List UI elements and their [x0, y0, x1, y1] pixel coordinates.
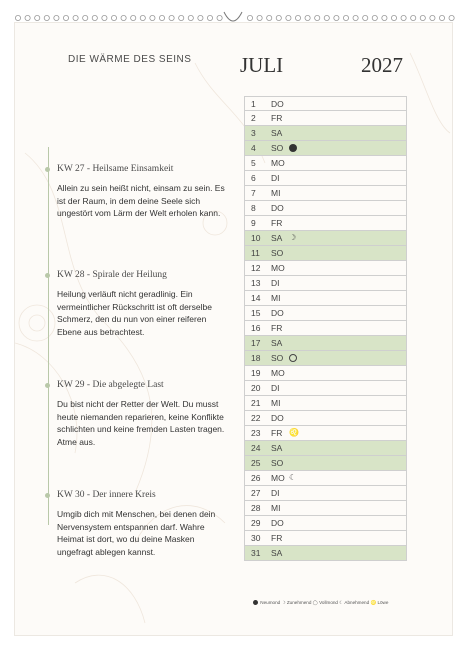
day-row: [245, 516, 406, 531]
day-row: [245, 126, 406, 141]
new-moon-icon: [253, 600, 258, 605]
day-row: [245, 246, 406, 261]
weekday-label: MI: [271, 293, 281, 303]
day-row: [245, 216, 406, 231]
day-number: 9: [251, 218, 256, 228]
day-number: 26: [251, 473, 261, 483]
weekday-label: DI: [271, 173, 280, 183]
day-number: 3: [251, 128, 256, 138]
bullet-icon: [45, 167, 50, 172]
waning-moon-icon: ☾: [289, 473, 297, 482]
day-number: 1: [251, 99, 256, 109]
week-text: Umgib dich mit Menschen, bei denen dein Nervensystem entspannen darf. Wahre Heimat ist dort, wo du deine Masken ungefragt ablegen kannst.: [57, 509, 216, 557]
weekday-label: SA: [271, 233, 283, 243]
weekday-label: SA: [271, 548, 283, 558]
day-row: [245, 231, 406, 246]
day-list: [244, 96, 407, 561]
leo-moon-icon: ♌: [289, 428, 299, 437]
day-number: 27: [251, 488, 261, 498]
day-number: 24: [251, 443, 261, 453]
day-number: 20: [251, 383, 261, 393]
day-row: [245, 441, 406, 456]
day-number: 19: [251, 368, 261, 378]
day-number: 7: [251, 188, 256, 198]
day-number: 31: [251, 548, 261, 558]
weekday-label: FR: [271, 323, 283, 333]
weekday-label: DI: [271, 488, 280, 498]
day-row: [245, 546, 406, 561]
month-label: JULI: [240, 53, 284, 77]
day-number: 4: [251, 143, 256, 153]
weekday-label: MO: [271, 158, 285, 168]
week-block-30: [40, 490, 230, 558]
new-moon-icon: [289, 144, 297, 152]
weekday-label: FR: [271, 533, 283, 543]
day-number: 12: [251, 263, 261, 273]
day-number: 18: [251, 353, 261, 363]
weekday-label: DO: [271, 413, 284, 423]
weekday-label: MI: [271, 398, 281, 408]
day-row: [245, 486, 406, 501]
weekday-label: DO: [271, 203, 284, 213]
weekday-label: FR: [271, 428, 283, 438]
weekday-label: SA: [271, 338, 283, 348]
day-row: [245, 186, 406, 201]
day-number: 17: [251, 338, 261, 348]
week-block-27: [40, 164, 230, 220]
week-text: Allein zu sein heißt nicht, einsam zu sein. Es ist der Raum, in dem deine Seele sich ungestört vom Lärm der Welt erholen kann.: [57, 183, 225, 219]
day-row: [245, 471, 406, 486]
day-row: [245, 156, 406, 171]
year-label: 2027: [361, 53, 403, 77]
day-row: [245, 276, 406, 291]
day-number: 22: [251, 413, 261, 423]
day-number: 30: [251, 533, 261, 543]
weekday-label: MI: [271, 503, 281, 513]
day-row: [245, 366, 406, 381]
weekday-label: FR: [271, 218, 283, 228]
weekday-label: SO: [271, 458, 284, 468]
day-row: [245, 141, 406, 156]
day-row: [245, 336, 406, 351]
day-number: 15: [251, 308, 261, 318]
day-row: [245, 411, 406, 426]
legend-text: Neumond ☽ Zunehmend ◯ Vollmond ☾ Abnehmend ♌ Löwe: [260, 600, 389, 605]
day-row: [245, 111, 406, 126]
day-number: 14: [251, 293, 261, 303]
day-row: [245, 501, 406, 516]
week-title: KW 28 - Spirale der Heilung: [57, 270, 167, 280]
day-number: 11: [251, 248, 260, 258]
bullet-icon: [45, 273, 50, 278]
day-row: [245, 171, 406, 186]
day-number: 10: [251, 233, 261, 243]
weekday-label: FR: [271, 113, 283, 123]
weekday-label: DI: [271, 383, 280, 393]
weekday-label: SA: [271, 443, 283, 453]
bullet-icon: [45, 493, 50, 498]
moon-legend: [253, 600, 388, 606]
weekday-label: MO: [271, 473, 285, 483]
day-row: [245, 456, 406, 471]
week-title: KW 27 - Heilsame Einsamkeit: [57, 164, 174, 174]
day-number: 25: [251, 458, 261, 468]
weekday-label: DO: [271, 518, 284, 528]
full-moon-icon: [289, 354, 297, 362]
day-number: 13: [251, 278, 261, 288]
day-number: 6: [251, 173, 256, 183]
weekday-label: MO: [271, 368, 285, 378]
day-row: [245, 291, 406, 306]
week-text: Heilung verläuft nicht geradlinig. Ein vermeintlicher Rückschritt ist oft derselbe Schmerz, den du nun von einer reiferen Ebene aus betrachtest.: [57, 289, 212, 337]
week-text: Du bist nicht der Retter der Welt. Du musst heute niemanden reparieren, keine Konflikte schlichten und keine fremden Lasten tragen. Atme aus.: [57, 399, 225, 447]
day-row: [245, 96, 406, 111]
day-row: [245, 306, 406, 321]
day-number: 8: [251, 203, 256, 213]
week-block-28: [40, 270, 230, 338]
day-number: 28: [251, 503, 261, 513]
calendar-header: [228, 48, 405, 96]
day-row: [245, 396, 406, 411]
day-number: 2: [251, 113, 256, 123]
page-title: DIE WÄRME DES SEINS: [68, 54, 192, 65]
day-number: 29: [251, 518, 261, 528]
day-number: 5: [251, 158, 256, 168]
day-row: [245, 261, 406, 276]
day-number: 16: [251, 323, 261, 333]
weekday-label: SO: [271, 353, 284, 363]
week-block-29: [40, 380, 230, 448]
weekday-label: DI: [271, 278, 280, 288]
week-title: KW 30 - Der innere Kreis: [57, 490, 156, 500]
weekday-label: DO: [271, 308, 284, 318]
day-row: [245, 201, 406, 216]
day-row: [245, 321, 406, 336]
day-row: [245, 531, 406, 546]
week-title: KW 29 - Die abgelegte Last: [57, 380, 164, 390]
bullet-icon: [45, 383, 50, 388]
day-row: [245, 351, 406, 366]
weekday-label: SO: [271, 248, 284, 258]
day-number: 23: [251, 428, 261, 438]
weekday-label: DO: [271, 99, 284, 109]
day-number: 21: [251, 398, 261, 408]
day-row: [245, 381, 406, 396]
weekday-label: SO: [271, 143, 284, 153]
weekday-label: MI: [271, 188, 281, 198]
waxing-moon-icon: ☽: [289, 233, 297, 242]
day-row: [245, 426, 406, 441]
weekday-label: MO: [271, 263, 285, 273]
weekday-label: SA: [271, 128, 283, 138]
